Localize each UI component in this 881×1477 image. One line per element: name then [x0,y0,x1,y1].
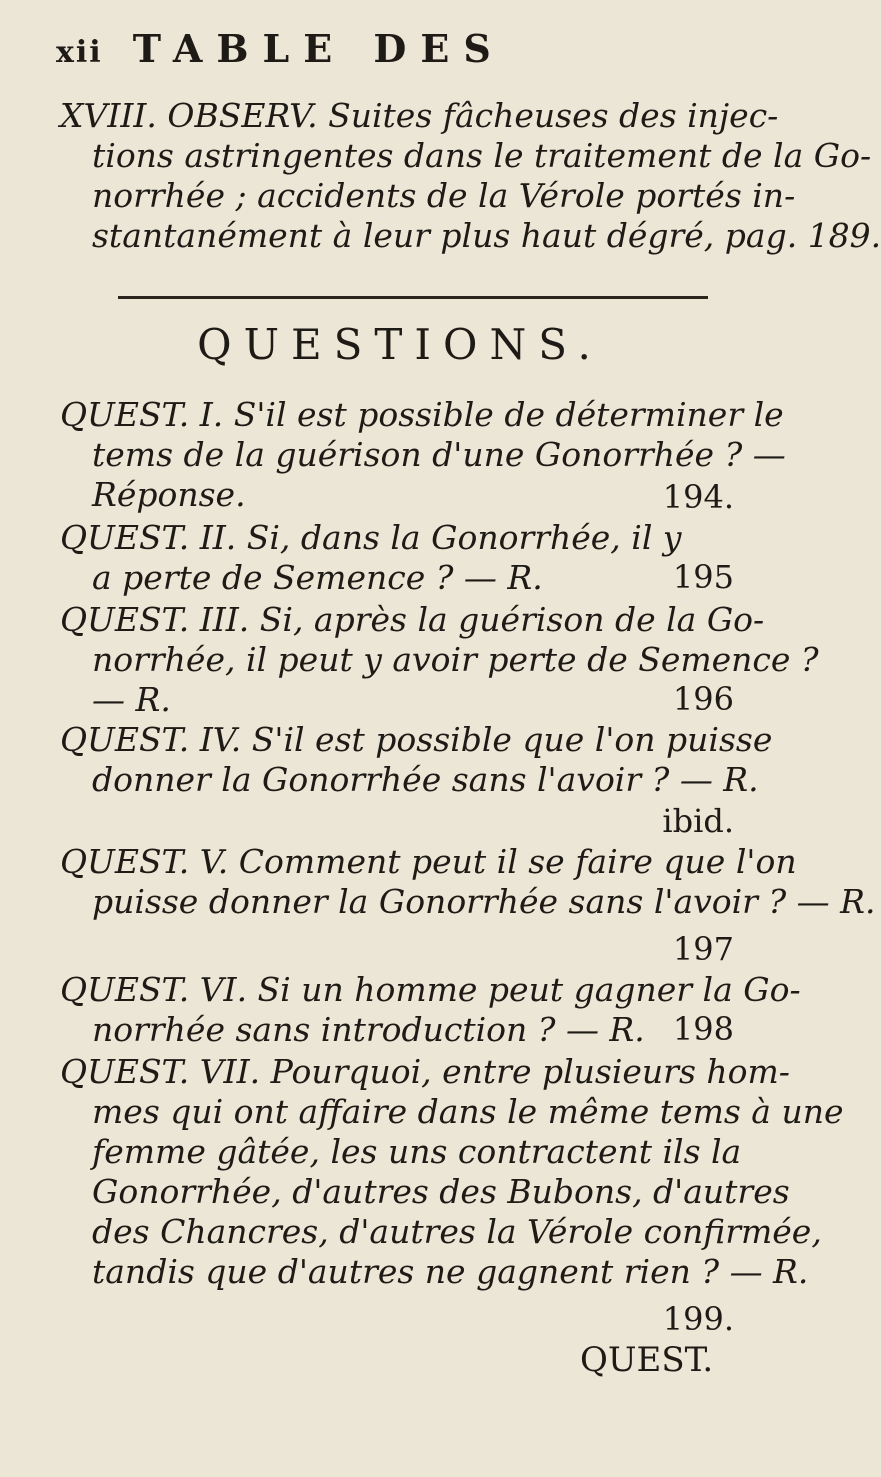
question-1 [60,395,786,515]
question-line: Réponse. [92,475,246,514]
question-line: norrhée, il peut y avoir perte de Semence ? [92,640,819,679]
question-4 [60,720,773,800]
question-line: QUEST. III. Si, après la guérison de la Go- [60,600,765,639]
question-line: mes qui ont affaire dans le même tems à une [92,1092,844,1131]
question-line: des Chancres, d'autres la Vérole confirmée, [92,1212,822,1251]
question-line: QUEST. VII. Pourquoi, entre plusieurs hom- [60,1052,790,1091]
running-title: TABLE DES [132,26,505,71]
question-7 [60,1052,844,1292]
page-reference: 194. [662,478,734,516]
page-reference: 195 [672,558,734,596]
observation-entry [60,96,881,256]
page-folio: xii [56,35,103,70]
question-3 [60,600,819,720]
page-reference: 199. [662,1300,734,1338]
divider-rule [118,296,708,299]
observation-line: stantanément à leur plus haut dégré, pag. 189. [92,216,881,255]
question-line: norrhée sans introduction ? — R. [92,1010,645,1049]
question-line: QUEST. IV. S'il est possible que l'on puisse [60,720,773,759]
observation-line: norrhée ; accidents de la Vérole portés in- [92,176,796,215]
question-line: QUEST. I. S'il est possible de déterminer le [60,395,784,434]
section-title: QUESTIONS. [197,320,603,369]
question-line: donner la Gonorrhée sans l'avoir ? — R. [92,760,759,799]
question-line: femme gâtée, les uns contractent ils la [92,1132,742,1171]
question-line: a perte de Semence ? — R. [92,558,543,597]
page-reference: 196 [672,680,734,718]
question-line: QUEST. VI. Si un homme peut gagner la Go- [60,970,801,1009]
running-head [56,26,505,71]
question-line: tems de la guérison d'une Gonorrhée ? — [92,435,786,474]
page-reference: ibid. [662,802,734,840]
page-reference: 198 [672,1010,734,1048]
question-line: QUEST. II. Si, dans la Gonorrhée, il y [60,518,682,557]
catchword: QUEST. [580,1340,714,1380]
question-line: QUEST. V. Comment peut il se faire que l'on [60,842,797,881]
question-line: puisse donner la Gonorrhée sans l'avoir ? — R. [92,882,876,921]
question-line: Gonorrhée, d'autres des Bubons, d'autres [92,1172,790,1211]
question-line: — R. [92,680,171,719]
question-line: tandis que d'autres ne gagnent rien ? — R. [92,1252,809,1291]
question-5 [60,842,876,922]
page-reference: 197 [672,930,734,968]
observation-line: tions astringentes dans le traitement de la Go- [92,136,872,175]
observation-line: XVIII. OBSERV. Suites fâcheuses des injec- [60,96,779,135]
question-6 [60,970,801,1050]
question-2 [60,518,750,598]
